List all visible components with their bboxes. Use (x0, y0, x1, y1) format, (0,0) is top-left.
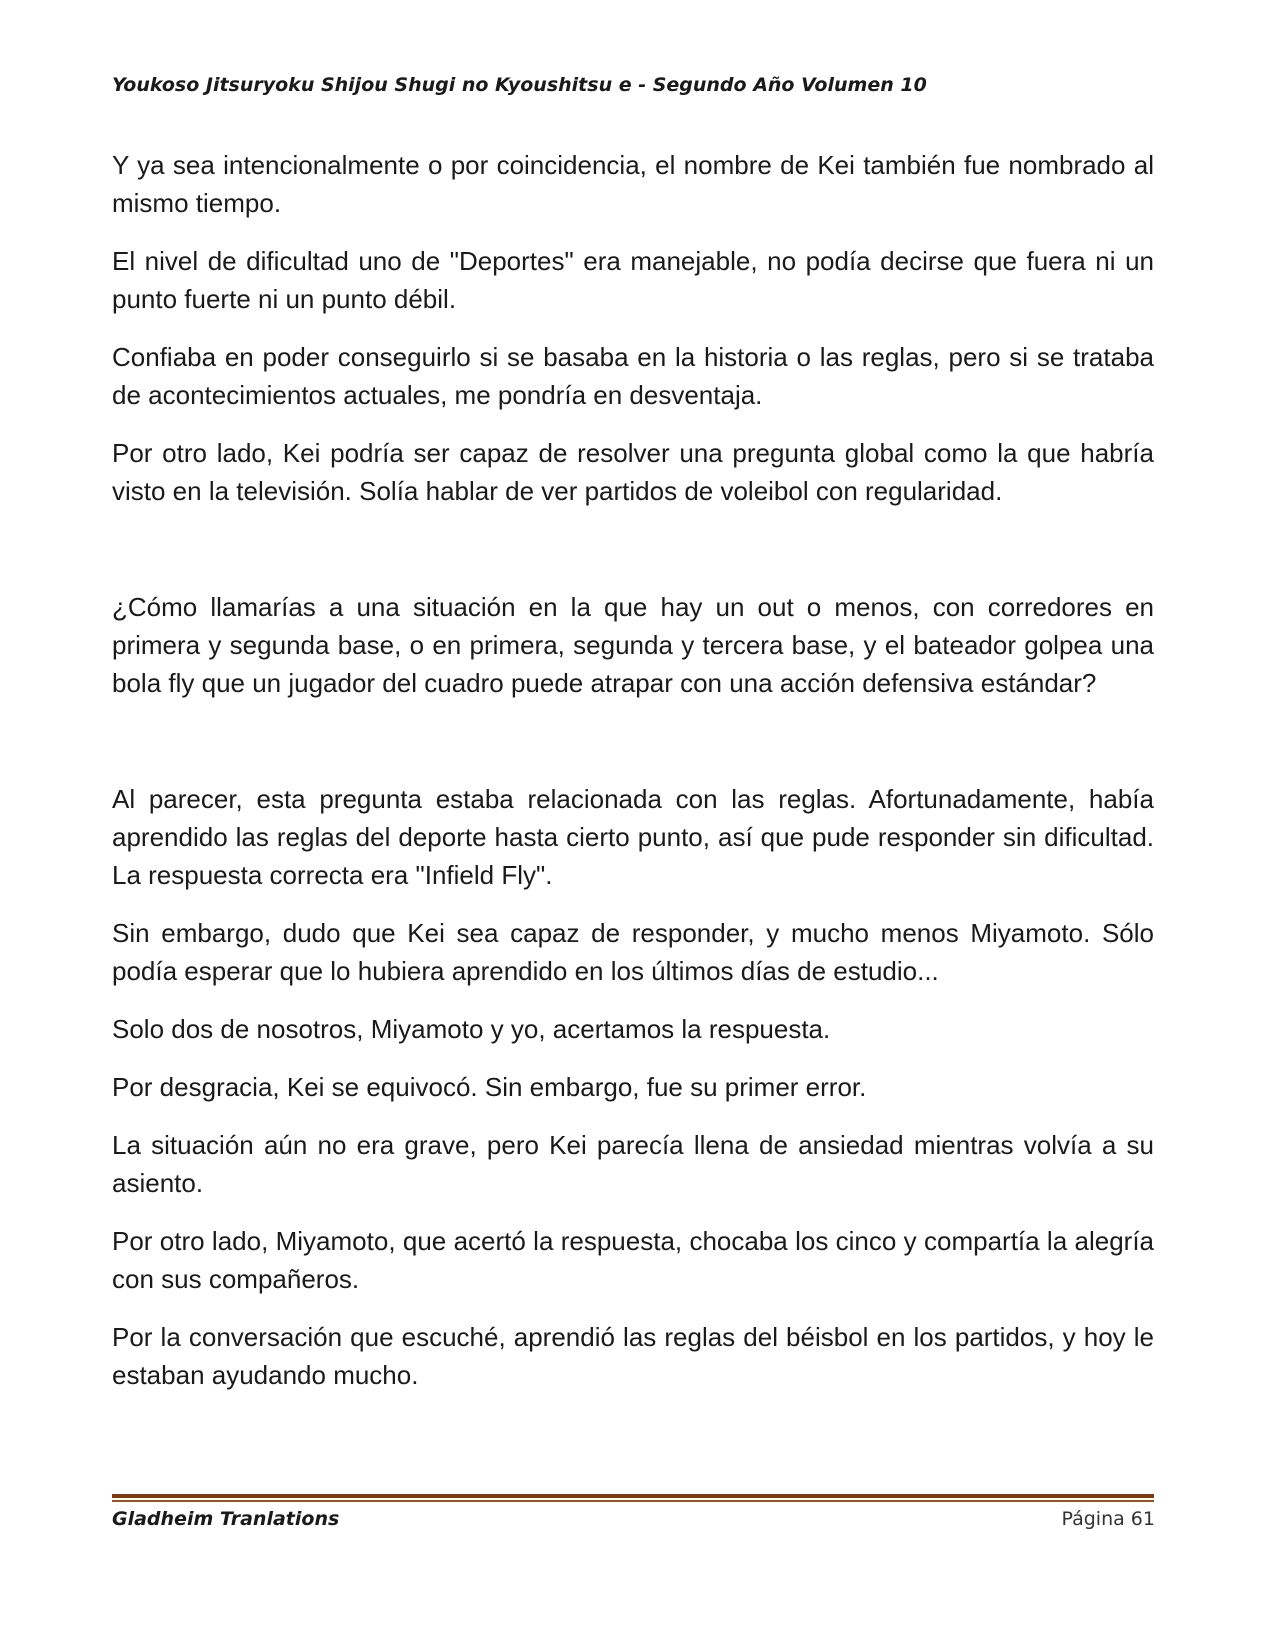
quiz-question-paragraph: ¿Cómo llamarías a una situación en la que hay un out o menos, con corredores en primera y segunda base, o en primera, segunda y tercera base, y el bateador golpea una bola fly que un jugador del cuadro puede atrapar con una acción defensiva estándar? (112, 592, 1154, 698)
page-body (112, 146, 1154, 1414)
page-number: Página 61 (1061, 1508, 1155, 1530)
paragraph: La situación aún no era grave, pero Kei parecía llena de ansiedad mientras volvía a su asiento. (112, 1130, 1154, 1198)
paragraph: Y ya sea intencionalmente o por coincidencia, el nombre de Kei también fue nombrado al mismo tiempo. (112, 150, 1154, 218)
footer-divider-thin (112, 1500, 1154, 1502)
paragraph: Confiaba en poder conseguirlo si se basaba en la historia o las reglas, pero si se trataba de acontecimientos actuales, me pondría en desventaja. (112, 342, 1154, 410)
paragraph: Por la conversación que escuché, aprendió las reglas del béisbol en los partidos, y hoy le estaban ayudando mucho. (112, 1322, 1154, 1390)
paragraph: Por otro lado, Miyamoto, que acertó la respuesta, chocaba los cinco y compartía la alegría con sus compañeros. (112, 1226, 1154, 1294)
running-header-title: Youkoso Jitsuryoku Shijou Shugi no Kyoushitsu e - Segundo Año Volumen 10 (112, 74, 927, 96)
paragraph: Solo dos de nosotros, Miyamoto y yo, acertamos la respuesta. (112, 1014, 831, 1044)
paragraph: Al parecer, esta pregunta estaba relacionada con las reglas. Afortunadamente, había aprendido las reglas del deporte hasta cierto punto, así que pude responder sin dificultad. La respuesta correcta era "Infield Fly". (112, 784, 1154, 890)
paragraph: Por otro lado, Kei podría ser capaz de resolver una pregunta global como la que habría visto en la televisión. Solía hablar de ver partidos de voleibol con regularidad. (112, 438, 1154, 506)
footer-credit: Gladheim Tranlations (112, 1508, 340, 1530)
footer-divider (112, 1494, 1154, 1504)
paragraph: Por desgracia, Kei se equivocó. Sin embargo, fue su primer error. (112, 1072, 867, 1102)
footer-divider-thick (112, 1494, 1154, 1498)
paragraph: El nivel de dificultad uno de "Deportes" era manejable, no podía decirse que fuera ni un punto fuerte ni un punto débil. (112, 246, 1154, 314)
paragraph: Sin embargo, dudo que Kei sea capaz de responder, y mucho menos Miyamoto. Sólo podía esperar que lo hubiera aprendido en los últimos días de estudio... (112, 918, 1154, 986)
